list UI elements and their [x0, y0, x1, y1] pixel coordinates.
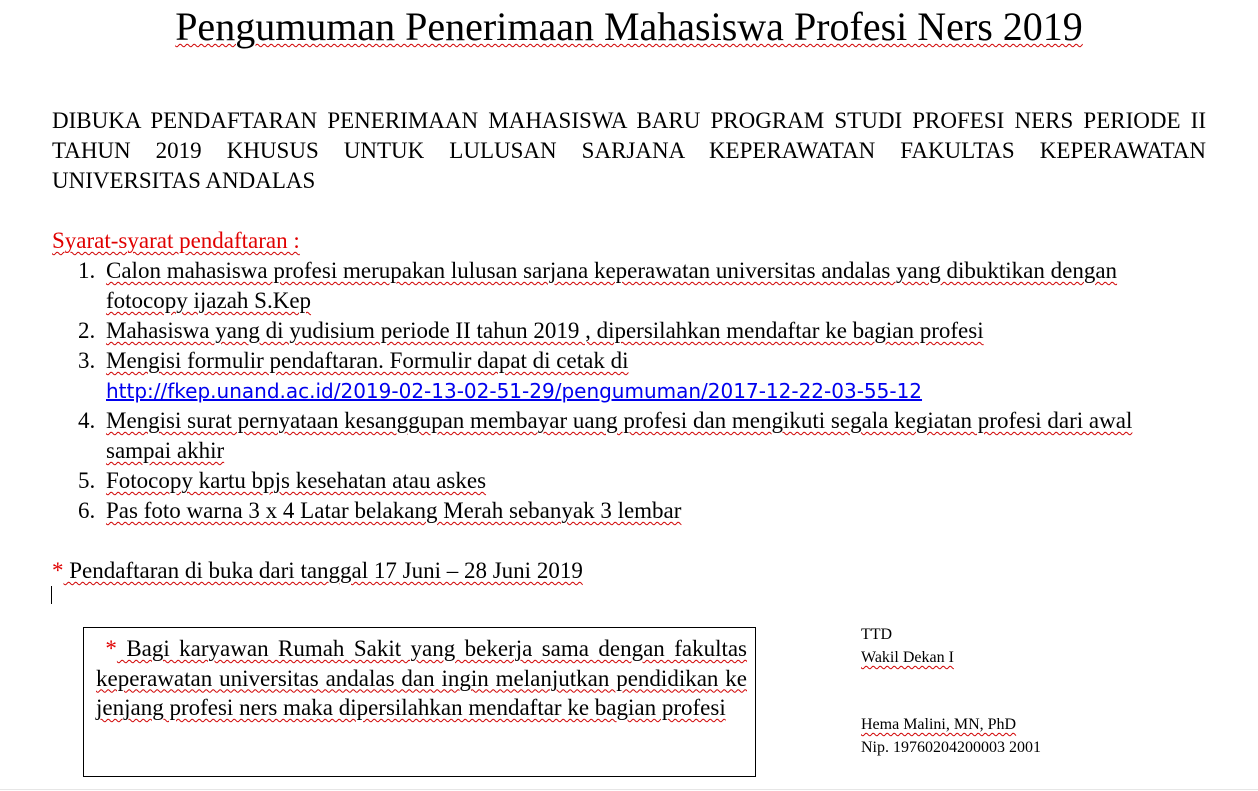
- list-item: [52, 256, 1192, 316]
- list-item-text: Mengisi formulir pendaftaran. Formulir dapat di cetak di: [106, 348, 629, 373]
- list-item: [52, 346, 1192, 406]
- list-item-number: 6.: [78, 498, 96, 523]
- hospital-staff-note: [96, 634, 747, 723]
- list-item-text: Pas foto warna 3 x 4 Latar belakang Merah sebanyak 3 lembar: [106, 498, 682, 523]
- list-item-text: Calon mahasiswa profesi merupakan lulusan sarjana keperawatan universitas andalas yang dibuktikan dengan fotocopy ijazah S.Kep: [106, 258, 1118, 313]
- list-item-text: Mahasiswa yang di yudisium periode II tahun 2019 , dipersilahkan mendaftar ke bagian profesi: [106, 318, 984, 343]
- list-item-number: 1.: [78, 258, 96, 283]
- hospital-staff-note-box: [83, 627, 756, 777]
- text-cursor: [51, 586, 52, 604]
- requirements-heading: Syarat-syarat pendaftaran :: [52, 228, 300, 253]
- signature-name: Hema Malini, MN, PhD: [861, 716, 1017, 733]
- list-item: [52, 466, 1192, 496]
- asterisk-marker: *: [52, 558, 64, 583]
- registration-date-note: [52, 556, 583, 586]
- list-item-number: 5.: [78, 468, 96, 493]
- list-item-text: Mengisi surat pernyataan kesanggupan membayar uang profesi dan mengikuti segala kegiatan profesi dari awal sampai akhir: [106, 408, 1133, 463]
- list-item: [52, 496, 1192, 526]
- form-download-link[interactable]: http://fkep.unand.ac.id/2019-02-13-02-51-29/pengumuman/2017-12-22-03-55-12: [106, 379, 923, 403]
- list-item-number: 2.: [78, 318, 96, 343]
- signature-position: Wakil Dekan I: [861, 649, 954, 666]
- signature-nip: Nip. 19760204200003 2001: [861, 739, 1041, 756]
- registration-date-text: Pendaftaran di buka dari tanggal 17 Juni – 28 Juni 2019: [63, 558, 583, 583]
- signature-ttd: TTD: [861, 626, 893, 643]
- list-item-number: 4.: [78, 408, 96, 433]
- hospital-staff-note-text: Bagi karyawan Rumah Sakit yang bekerja sama dengan fakultas keperawatan universitas andalas dan ingin melanjutkan pendidikan ke jenjang profesi ners maka dipersilahkan mendaftar ke bagian profesi: [96, 636, 748, 720]
- list-item-text: Fotocopy kartu bpjs kesehatan atau askes: [106, 468, 487, 493]
- asterisk-marker: *: [105, 636, 117, 661]
- page-title: Pengumuman Penerimaan Mahasiswa Profesi Ners 2019: [175, 4, 1083, 49]
- requirements-list: [52, 256, 1192, 526]
- list-item: [52, 316, 1192, 346]
- list-item: [52, 406, 1192, 466]
- list-item-number: 3.: [78, 348, 96, 373]
- intro-paragraph: DIBUKA PENDAFTARAN PENERIMAAN MAHASISWA BARU PROGRAM STUDI PROFESI NERS PERIODE II TAHUN 2019 KHUSUS UNTUK LULUSAN SARJANA KEPERAWATAN FAKULTAS KEPERAWATAN UNIVERSITAS ANDALAS: [52, 108, 1206, 193]
- page-bottom-divider: [0, 789, 1258, 790]
